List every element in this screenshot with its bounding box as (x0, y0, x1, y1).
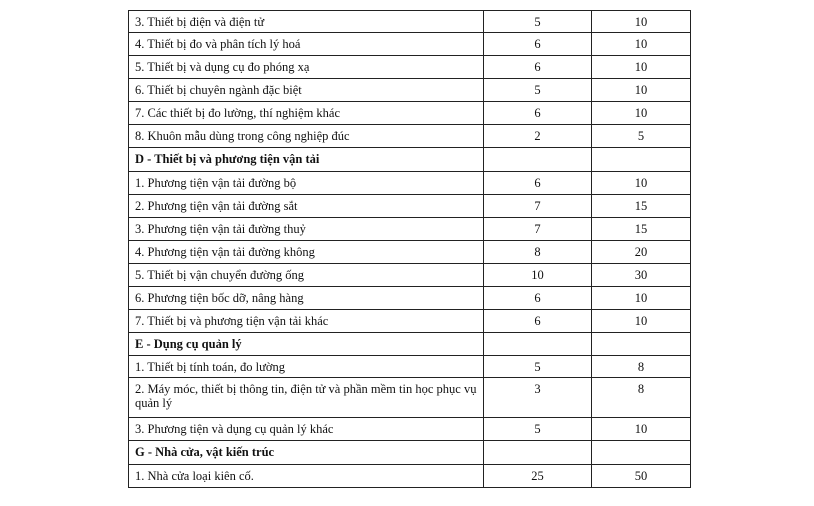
min-years-cell (484, 333, 592, 355)
table-row (129, 377, 690, 417)
asset-name-cell: 6. Phương tiện bốc dỡ, nâng hàng (129, 287, 484, 309)
asset-name-cell: 7. Các thiết bị đo lường, thí nghiệm khác (129, 102, 484, 124)
min-years-cell: 5 (484, 356, 592, 377)
table-row (129, 309, 690, 332)
min-years-cell: 5 (484, 79, 592, 101)
max-years-cell: 15 (634, 199, 648, 213)
table-row (129, 10, 690, 32)
min-years-cell (484, 441, 592, 464)
table-row (129, 263, 690, 286)
min-years-cell: 6 (484, 56, 592, 78)
table-row (129, 101, 690, 124)
min-years-cell: 2 (484, 125, 592, 147)
table-row (129, 55, 690, 78)
table-row (129, 464, 690, 487)
min-years-cell: 7 (484, 218, 592, 240)
min-years-cell: 6 (484, 287, 592, 309)
depreciation-table (128, 10, 691, 488)
max-years-cell: 8 (637, 382, 645, 396)
table-row (129, 286, 690, 309)
min-years-cell: 5 (484, 11, 592, 32)
max-years-cell: 10 (634, 15, 648, 29)
min-years-cell: 8 (484, 241, 592, 263)
section-title: D - Thiết bị và phương tiện vận tải (129, 148, 484, 171)
asset-name-cell: 4. Phương tiện vận tải đường không (129, 241, 484, 263)
max-years-cell: 30 (634, 268, 648, 282)
max-years-cell: 8 (637, 360, 645, 374)
asset-name-cell: 5. Thiết bị vận chuyển đường ống (129, 264, 484, 286)
max-years-cell (592, 333, 690, 355)
max-years-cell: 50 (634, 469, 648, 483)
asset-name-cell: 5. Thiết bị và dụng cụ đo phóng xạ (129, 56, 484, 78)
min-years-cell: 10 (484, 264, 592, 286)
table-row (129, 32, 690, 55)
min-years-cell: 6 (484, 310, 592, 332)
max-years-cell: 10 (634, 176, 648, 190)
asset-name-cell: 3. Phương tiện vận tải đường thuỷ (129, 218, 484, 240)
min-years-cell: 25 (484, 465, 592, 487)
table-row (129, 355, 690, 377)
max-years-cell: 10 (634, 291, 648, 305)
asset-name-cell: 7. Thiết bị và phương tiện vận tải khác (129, 310, 484, 332)
max-years-cell: 15 (634, 222, 648, 236)
table-row (129, 194, 690, 217)
asset-name-cell: 8. Khuôn mẫu dùng trong công nghiệp đúc (129, 125, 484, 147)
asset-name-cell: 2. Phương tiện vận tải đường sắt (129, 195, 484, 217)
min-years-cell: 6 (484, 102, 592, 124)
min-years-cell: 3 (484, 378, 592, 417)
asset-name-cell: 1. Phương tiện vận tải đường bộ (129, 172, 484, 194)
max-years-cell: 20 (634, 245, 648, 259)
min-years-cell: 6 (484, 33, 592, 55)
asset-name-cell: 1. Thiết bị tính toán, đo lường (129, 356, 484, 377)
min-years-cell: 5 (484, 418, 592, 440)
min-years-cell: 6 (484, 172, 592, 194)
max-years-cell (592, 148, 690, 171)
max-years-cell (592, 441, 690, 464)
asset-name-cell: 6. Thiết bị chuyên ngành đặc biệt (129, 79, 484, 101)
max-years-cell: 10 (634, 314, 648, 328)
table-row (129, 240, 690, 263)
min-years-cell (484, 148, 592, 171)
asset-name-cell: 4. Thiết bị đo và phân tích lý hoá (129, 33, 484, 55)
max-years-cell: 10 (634, 106, 648, 120)
section-title: G - Nhà cửa, vật kiến trúc (129, 441, 484, 464)
table-row (129, 417, 690, 440)
table-row (129, 124, 690, 147)
max-years-cell: 10 (634, 422, 648, 436)
section-title: E - Dụng cụ quản lý (129, 333, 484, 355)
section-row (129, 332, 690, 355)
asset-name-cell: 1. Nhà cửa loại kiên cố. (129, 465, 484, 487)
table-row (129, 217, 690, 240)
table-row (129, 78, 690, 101)
max-years-cell: 10 (634, 37, 648, 51)
max-years-cell: 10 (634, 83, 648, 97)
section-row (129, 440, 690, 464)
min-years-cell: 7 (484, 195, 592, 217)
max-years-cell: 10 (634, 60, 648, 74)
asset-name-cell: 3. Phương tiện và dụng cụ quản lý khác (129, 418, 484, 440)
asset-name-cell: 3. Thiết bị điện và điện tử (129, 11, 484, 32)
table-row (129, 171, 690, 194)
section-row (129, 147, 690, 171)
asset-name-cell: 2. Máy móc, thiết bị thông tin, điện tử và phần mềm tin học phục vụ quản lý (129, 378, 484, 417)
max-years-cell: 5 (637, 129, 645, 143)
